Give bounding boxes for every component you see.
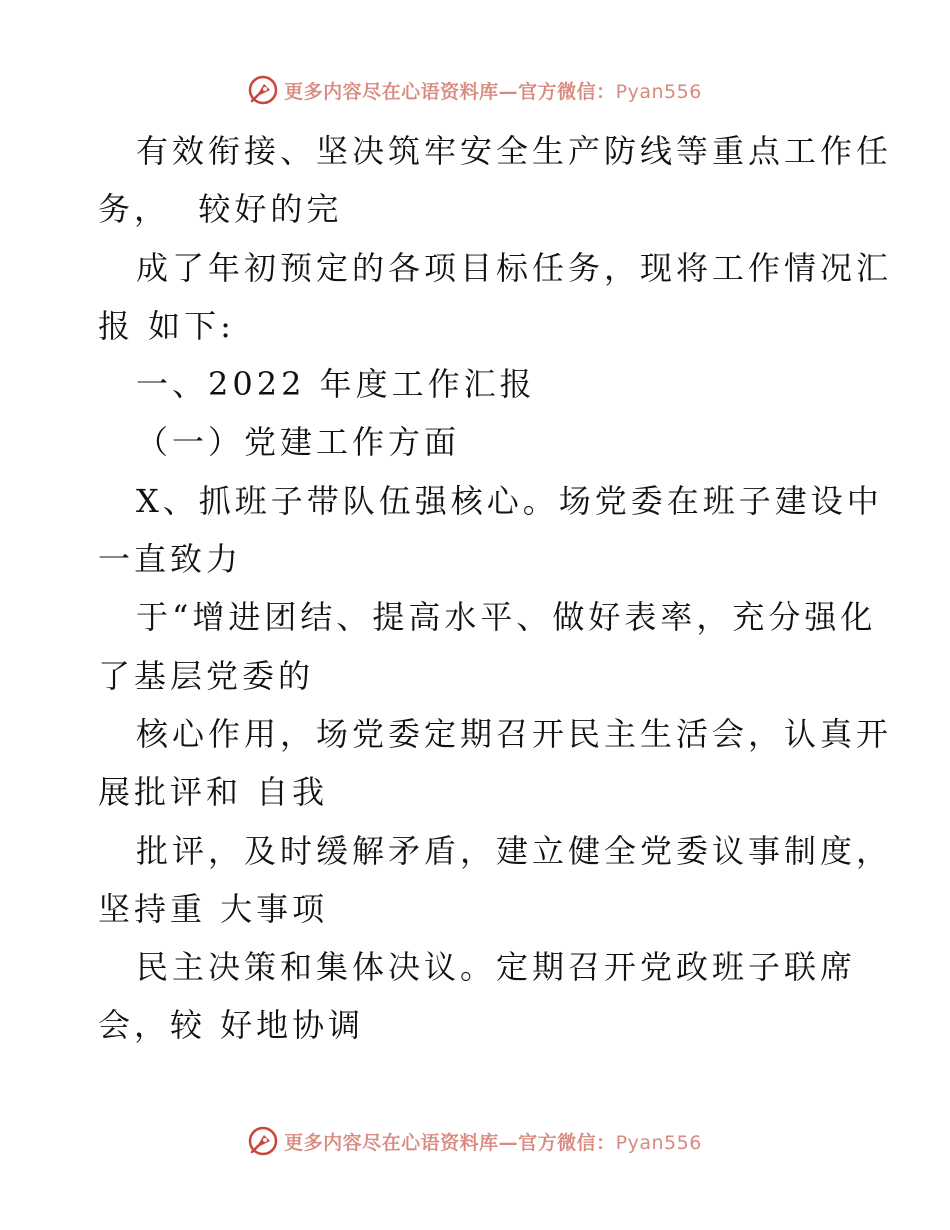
document-body	[98, 122, 893, 1055]
pen-nib-logo-icon	[248, 75, 278, 105]
header-watermark	[0, 73, 950, 107]
section-heading: 一、2022 年度工作汇报	[136, 365, 536, 404]
paragraph-line: 核心作用，场党委定期召开民主生活会，认真开	[136, 714, 893, 753]
subsection-heading: （一）党建工作方面	[136, 423, 461, 462]
watermark-text: 更多内容尽在心语资料库—官方微信：Pyan556	[284, 1131, 702, 1154]
paragraph-line: 批评，及时缓解矛盾，建立健全党委议事制度，	[136, 831, 893, 870]
paragraph-line: 会，较 好地协调	[98, 1006, 365, 1045]
paragraph-line: 民主决策和集体决议。定期召开党政班子联席	[136, 948, 857, 987]
paragraph-line: 务， 较好的完	[98, 190, 343, 229]
paragraph-line: X、抓班子带队伍强核心。场党委在班子建设中	[136, 481, 883, 520]
pen-nib-logo-icon	[248, 1126, 278, 1156]
paragraph-line: 坚持重 大事项	[98, 889, 329, 928]
paragraph-line: 了基层党委的	[98, 656, 315, 695]
watermark-text: 更多内容尽在心语资料库—官方微信：Pyan556	[284, 80, 702, 103]
footer-watermark	[0, 1124, 950, 1158]
paragraph-line: 一直致力	[98, 540, 243, 579]
paragraph-line: 展批评和 自我	[98, 773, 329, 812]
paragraph-line: 于“增进团结、提高水平、做好表率，充分强化	[136, 598, 877, 637]
watermark-wechat-id: Pyan556	[615, 1131, 702, 1154]
paragraph-line: 有效衔接、坚决筑牢安全生产防线等重点工作任	[136, 132, 893, 170]
watermark-wechat-id: Pyan556	[615, 80, 702, 103]
paragraph-line: 成了年初预定的各项目标任务，现将工作情况汇	[136, 248, 893, 287]
paragraph-line: 报 如下:	[98, 306, 235, 345]
